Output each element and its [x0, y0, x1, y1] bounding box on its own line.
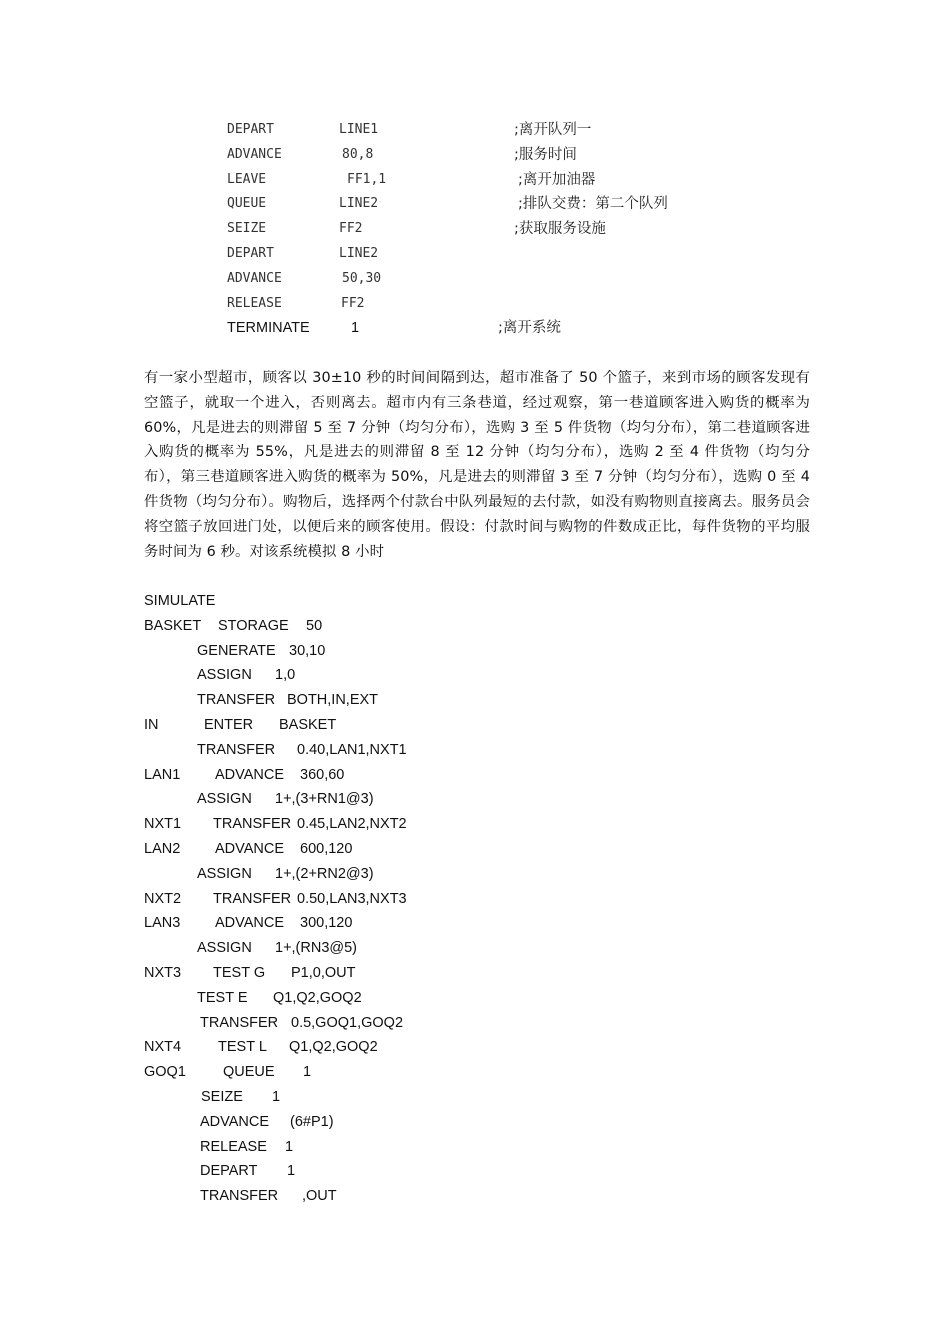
listing-op: RELEASE [200, 1138, 267, 1155]
listing-label: SIMULATE [144, 593, 216, 609]
code-arg: FF2 [341, 295, 365, 311]
listing-arg: 1 [303, 1064, 312, 1081]
listing-arg: 1+,(3+RN1@3) [275, 791, 374, 808]
code-arg: 1 [351, 320, 360, 337]
code-comment: ;获取服务设施 [514, 221, 606, 238]
listing-op: DEPART [200, 1163, 258, 1180]
code-arg: 50,30 [342, 270, 382, 286]
listing-op: SEIZE [201, 1088, 243, 1105]
listing-op: ASSIGN [197, 667, 252, 684]
listing-op: TRANSFER [197, 692, 276, 709]
listing-op: TEST E [197, 989, 248, 1006]
listing-label: LAN1 [144, 766, 181, 783]
code-arg: LINE1 [339, 122, 379, 137]
code-op: RELEASE [227, 295, 282, 311]
listing-arg: BOTH,IN,EXT [287, 692, 379, 709]
problem-paragraph: 有一家小型超市，顾客以 30±10 秒的时间间隔到达，超市准备了 50 个篮子，来到市场的顾客发现有空篮子，就取一个进入，否则离去。超市内有三条巷道，经过观察，第一巷道顾客进入购货的概率为 60%，凡是进去的则滞留 5 至 7 分钟（均匀分布），选购 3 至 5 件货物（均匀分布），第二巷道顾客进入购货的概率为 55%，凡是进去的则滞留 8 至 12 分钟（均匀分布），选购 2 至 4 件货物（均匀分布），第三巷道顾客进入购货的概率为 50%，凡是进去的则滞留 3 至 7 分钟（均匀分布），选购 0 至 4 件货物（均匀分布）。购物后，选择两个付款台中队列最短的去付款，如没有购物则直接离去。服务员会将空篮子放回进门处，以便后来的顾客使用。假设：付款时间与购物的件数成正比，每件货物的平均服务时间为 6 秒。对该系统模拟 8 小时 [144, 370, 810, 560]
listing-arg: 1 [285, 1138, 294, 1155]
listing-op: ADVANCE [215, 766, 285, 783]
listing-label: LAN2 [144, 840, 181, 857]
listing-arg: 600,120 [300, 840, 353, 857]
listing-op: TRANSFER [213, 816, 292, 833]
listing-arg: 0.40,LAN1,NXT1 [297, 741, 407, 758]
listing-arg: 1,0 [275, 667, 296, 684]
listing-op: ADVANCE [200, 1113, 270, 1130]
code-op: SEIZE [227, 221, 267, 237]
listing-arg: Q1,Q2,GOQ2 [289, 1039, 378, 1056]
listing-op: TRANSFER [200, 1014, 279, 1031]
code-op: DEPART [227, 245, 274, 261]
listing-arg: Q1,Q2,GOQ2 [273, 989, 362, 1006]
listing-label: GOQ1 [144, 1064, 186, 1081]
listing-op: ASSIGN [197, 791, 252, 808]
listing-arg: 30,10 [289, 642, 326, 659]
code-comment: ;服务时间 [514, 146, 577, 163]
code-op: ADVANCE [227, 146, 282, 162]
code-arg: 80,8 [342, 146, 374, 162]
listing-label: IN [144, 716, 159, 733]
code-comment: ;离开队列一 [514, 122, 592, 138]
listing-arg: 0.5,GOQ1,GOQ2 [291, 1014, 404, 1031]
listing-arg: 1 [272, 1088, 281, 1105]
listing-label: LAN3 [144, 915, 181, 932]
listing-label: NXT2 [144, 890, 182, 907]
listing-arg: (6#P1) [290, 1113, 334, 1130]
listing-arg: P1,0,OUT [291, 964, 356, 981]
listing-arg: 1 [287, 1163, 296, 1180]
listing-op: TRANSFER [197, 741, 276, 758]
listing-op: ENTER [204, 716, 254, 733]
code-comment: ;离开系统 [498, 320, 561, 337]
listing-label: NXT3 [144, 964, 182, 981]
listing-arg: 360,60 [300, 766, 345, 783]
code-arg: FF1,1 [347, 171, 387, 187]
listing-label: NXT1 [144, 816, 182, 833]
listing-arg: 300,120 [300, 915, 353, 932]
listing-op: ASSIGN [197, 940, 252, 957]
listing-arg: 1+,(RN3@5) [275, 940, 358, 957]
code-op: DEPART [227, 122, 274, 137]
code-arg: LINE2 [339, 196, 379, 212]
listing-op: TRANSFER [200, 1188, 279, 1205]
code-comment: ;排队交费：第二个队列 [518, 196, 668, 213]
listing-arg: BASKET [279, 716, 337, 733]
listing-op: GENERATE [197, 642, 276, 659]
listing-arg: 0.50,LAN3,NXT3 [297, 890, 407, 907]
listing-op: ADVANCE [215, 915, 285, 932]
code-op: ADVANCE [227, 270, 282, 286]
code-op: QUEUE [227, 196, 267, 212]
listing-op: STORAGE [218, 617, 289, 634]
code-comment: ;离开加油器 [518, 171, 596, 188]
listing-label: NXT4 [144, 1039, 182, 1056]
listing-op: QUEUE [223, 1064, 275, 1081]
listing-arg: 0.45,LAN2,NXT2 [297, 816, 407, 833]
code-op: TERMINATE [227, 320, 310, 337]
listing-op: ASSIGN [197, 865, 252, 882]
listing-arg: ,OUT [302, 1188, 337, 1205]
listing-op: TRANSFER [213, 890, 292, 907]
listing-arg: 1+,(2+RN2@3) [275, 865, 374, 882]
code-arg: LINE2 [339, 245, 379, 261]
listing-op: TEST L [218, 1039, 267, 1056]
code-arg: FF2 [339, 221, 363, 237]
listing-op: TEST G [213, 964, 266, 981]
listing-op: ADVANCE [215, 840, 285, 857]
listing-arg: 50 [306, 617, 323, 634]
code-op: LEAVE [227, 171, 267, 187]
listing-label: BASKET [144, 617, 202, 634]
